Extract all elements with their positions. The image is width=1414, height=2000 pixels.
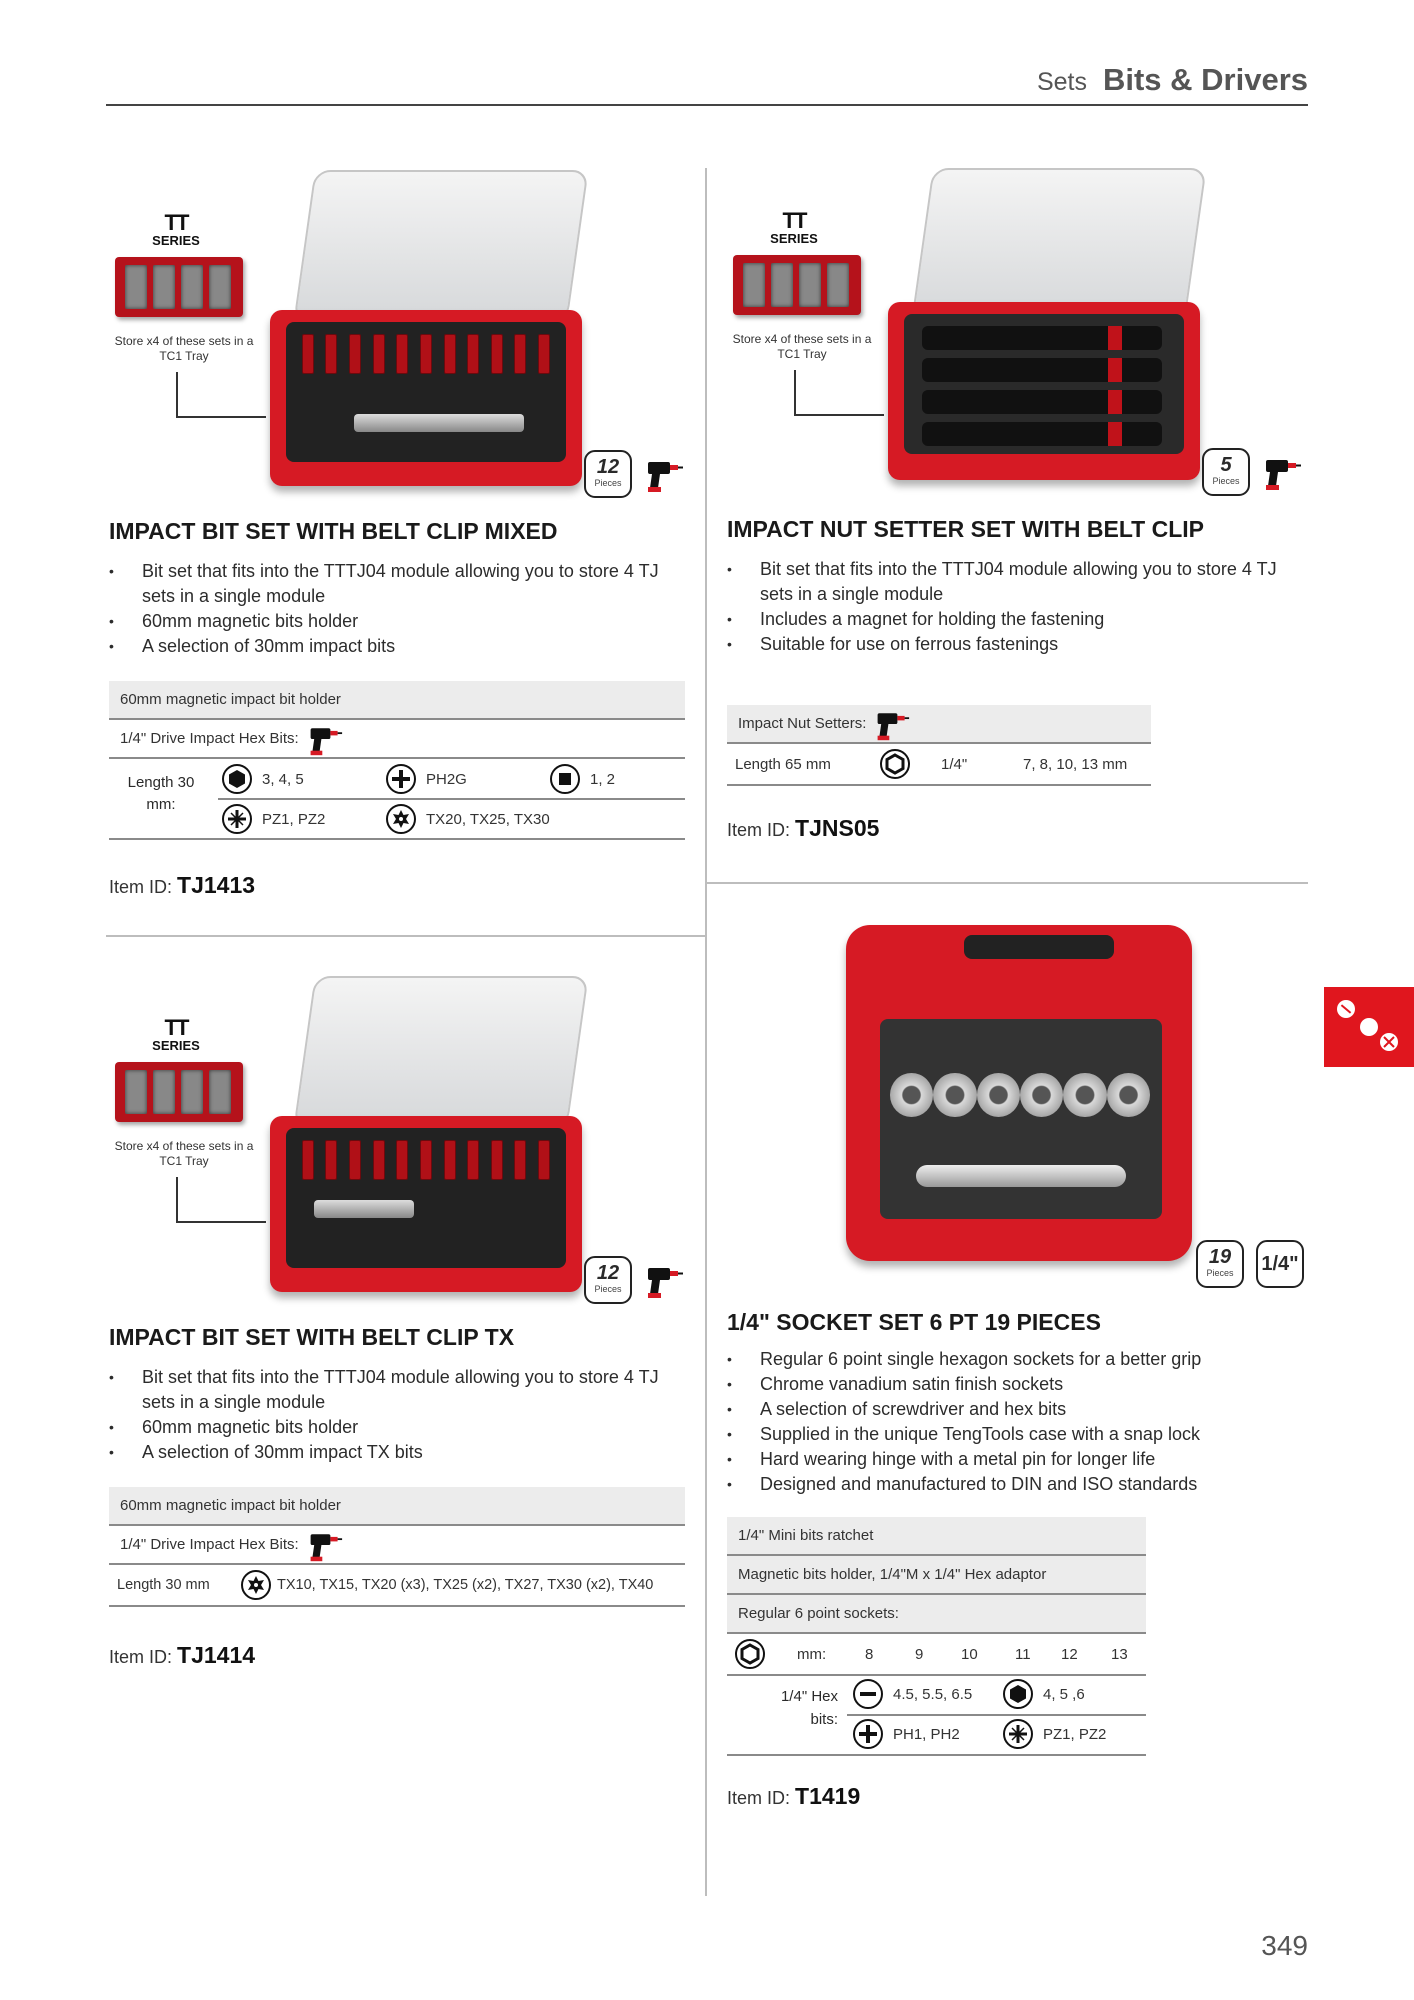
list-item: • Chrome vanadium satin finish sockets [727,1372,1307,1397]
product-title: 1/4" SOCKET SET 6 PT 19 PIECES [727,1309,1101,1335]
list-item: • 60mm magnetic bits holder [109,609,689,634]
list-item: • Bit set that fits into the TTTJ04 module allowing you to store 4 TJ sets in a single module [109,1365,689,1415]
hex-bits-label: 1/4" Hex bits: [780,1688,838,1728]
tt-series-logo: TT SERIES [770,208,818,246]
socket-size: 13 [1111,1645,1128,1663]
list-item: • Hard wearing hinge with a metal pin for longer life [727,1447,1307,1472]
pieces-badge: 5 Pieces [1202,448,1250,496]
tc1-tray-image [733,255,861,315]
hex-bit-icon [222,764,252,794]
flat-bit-icon [853,1679,883,1709]
pieces-badge: 19 Pieces [1196,1240,1244,1288]
list-item: • Suitable for use on ferrous fastenings [727,632,1307,657]
socket-size: 10 [961,1645,978,1663]
impact-driver-icon [874,706,910,742]
list-item: • A selection of 30mm impact TX bits [109,1440,689,1465]
callout-line [794,370,884,416]
callout-line [176,1177,266,1223]
socket-size: 12 [1061,1645,1078,1663]
spec-row-ratchet: 1/4" Mini bits ratchet [727,1517,1146,1556]
horizontal-divider-right [707,882,1308,884]
horizontal-divider-left [106,935,705,937]
product-image-tjns05 [882,168,1212,488]
pozidriv-bit-icon [222,804,252,834]
store-note: Store x4 of these sets in a TC1 Tray [114,1139,254,1168]
product-image-tj1413 [264,170,594,490]
phillips-bit-icon [853,1719,883,1749]
item-id: Item ID: T1419 [727,1783,861,1809]
spec-row-bits-a: 3, 4, 5 PH2G 1, 2 [218,760,685,800]
spec-row-holder: 60mm magnetic impact bit holder [109,681,685,720]
impact-driver-icon [644,454,684,494]
square-bit-icon [550,764,580,794]
spec-row-drive: 1/4" Drive Impact Hex Bits: [109,1526,685,1565]
tc1-tray-image [115,1062,243,1122]
impact-driver-icon [1262,452,1302,492]
category-tab[interactable] [1324,987,1414,1067]
product-title: IMPACT NUT SETTER SET WITH BELT CLIP [727,516,1205,542]
socket-size: 9 [915,1645,924,1663]
impact-driver-icon [307,1527,343,1563]
tc1-tray-image [115,257,243,317]
socket-size: 8 [865,1645,874,1663]
spec-row-nut-sizes: Length 65 mm 1/4" 7, 8, 10, 13 mm [727,744,1151,786]
spec-row-sockets: Regular 6 point sockets: [727,1595,1146,1634]
page-header [1037,62,1308,98]
spec-row-bits-b: PZ1, PZ2 TX20, TX25, TX30 [109,800,685,840]
product-title: IMPACT BIT SET WITH BELT CLIP TX [109,1324,515,1350]
spec-row-holder: Magnetic bits holder, 1/4"M x 1/4" Hex adaptor [727,1556,1146,1595]
store-note: Store x4 of these sets in a TC1 Tray [114,334,254,363]
hex-socket-icon [880,749,910,779]
list-item: • Includes a magnet for holding the fastening [727,607,1307,632]
spec-row-tx-bits: Length 30 mm TX10, TX15, TX20 (x3), TX25 (x2), TX27, TX30 (x2), TX40 [109,1565,685,1607]
length-label: Length 30 mm: [127,774,195,813]
list-item: • 60mm magnetic bits holder [109,1415,689,1440]
page-number: 349 [1261,1930,1308,1961]
socket-size: 11 [1015,1645,1031,1663]
list-item: • A selection of screwdriver and hex bits [727,1397,1307,1422]
list-item: • Designed and manufactured to DIN and ISO standards [727,1472,1307,1497]
spec-row-hexbits-a: 4.5, 5.5, 6.5 4, 5 ,6 [847,1674,1146,1716]
list-item: • Regular 6 point single hexagon sockets for a better grip [727,1347,1307,1372]
section-label: Sets [1036,68,1087,96]
torx-bit-icon [241,1570,271,1600]
tt-series-logo: TT SERIES [152,210,200,248]
item-id: Item ID: TJ1414 [109,1642,256,1668]
vertical-divider [705,168,707,1896]
callout-line [176,372,266,418]
item-id: Item ID: TJ1413 [109,872,256,898]
list-item: • A selection of 30mm impact bits [109,634,689,659]
header-rule [106,104,1308,106]
pieces-badge: 12 Pieces [584,450,632,498]
drive-size-badge: 1/4" [1256,1240,1304,1288]
page-title: Bits & Drivers [1102,62,1308,97]
tt-series-logo: TT SERIES [152,1015,200,1053]
list-item: • Supplied in the unique TengTools case with a snap lock [727,1422,1307,1447]
feature-list [727,1347,1307,1497]
spec-row-nut-setters: Impact Nut Setters: [727,705,1151,744]
product-image-tj1414 [264,976,594,1296]
product-title: IMPACT BIT SET WITH BELT CLIP MIXED [109,518,558,544]
spec-row-holder: 60mm magnetic impact bit holder [109,1487,685,1526]
spec-row-drive: 1/4" Drive Impact Hex Bits: [109,720,685,759]
torx-bit-icon [386,804,416,834]
pieces-badge: 12 Pieces [584,1256,632,1304]
impact-driver-icon [644,1260,684,1300]
feature-list [109,1365,689,1465]
list-item: • Bit set that fits into the TTTJ04 module allowing you to store 4 TJ sets in a single module [727,557,1307,607]
bits-category-icon [1324,987,1414,1067]
spec-row-socket-sizes: mm: 8 9 10 11 12 13 [727,1634,1146,1676]
pozidriv-bit-icon [1003,1719,1033,1749]
spec-row-hexbits-b: PH1, PH2 PZ1, PZ2 [727,1714,1146,1756]
feature-list [727,557,1307,657]
phillips-bit-icon [386,764,416,794]
impact-driver-icon [307,721,343,757]
hex-socket-icon [735,1639,765,1669]
list-item: • Bit set that fits into the TTTJ04 module allowing you to store 4 TJ sets in a single module [109,559,689,609]
product-image-t1419 [846,925,1196,1270]
item-id: Item ID: TJNS05 [727,815,880,841]
store-note: Store x4 of these sets in a TC1 Tray [732,332,872,361]
hex-bit-icon [1003,1679,1033,1709]
feature-list [109,559,689,659]
